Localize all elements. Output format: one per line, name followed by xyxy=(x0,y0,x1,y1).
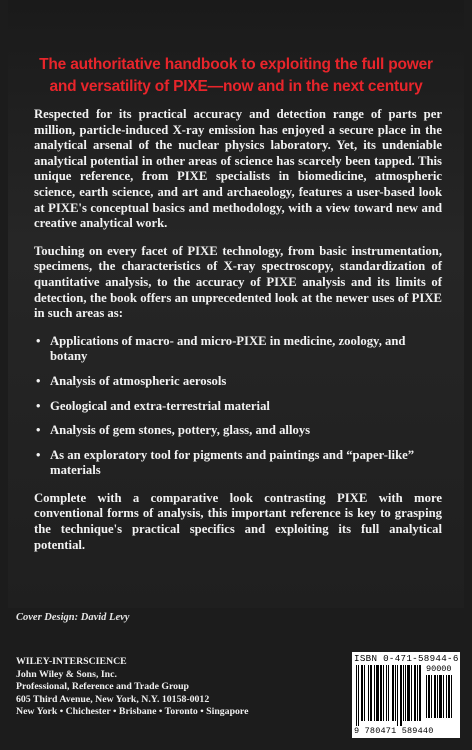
barcode-bar xyxy=(451,675,452,718)
barcode-bar xyxy=(364,665,365,721)
ean-digits: 9 780471 589440 xyxy=(354,726,434,736)
list-item: • Applications of macro- and micro-PIXE in medicine, zoology, and botany xyxy=(36,333,406,364)
publisher-group: Professional, Reference and Trade Group xyxy=(16,681,189,693)
bullet-icon: • xyxy=(36,423,41,438)
publisher-address: 605 Third Avenue, New York, N.Y. 10158-0012 xyxy=(16,693,210,705)
application-list xyxy=(34,334,442,479)
publisher-company: John Wiley & Sons, Inc. xyxy=(16,668,117,680)
price-addon-code: 90000 xyxy=(426,664,452,674)
paragraph-technology: Touching on every facet of PIXE technology, from basic instrumentation, specimens, the characteristics of X-ray spectroscopy, standardization of quantitative analysis, to the accuracy of PIXE analysis and its limits of detection, the book offers an unprecedented look at the newer uses of PIXE in such areas as: xyxy=(34,243,442,321)
headline xyxy=(14,54,458,98)
barcode-bar xyxy=(431,675,432,718)
bullet-icon: • xyxy=(36,373,41,388)
barcode-bar xyxy=(434,675,436,718)
list-item: • Geological and extra-terrestrial material xyxy=(36,398,270,413)
description xyxy=(34,107,442,565)
barcode-bar xyxy=(397,665,398,726)
barcode-bar xyxy=(446,675,447,718)
barcode-bar xyxy=(419,665,421,721)
barcode-bar xyxy=(411,665,412,721)
barcode-bar xyxy=(356,665,357,726)
publisher-imprint: WILEY-INTERSCIENCE xyxy=(16,656,127,667)
isbn-barcode xyxy=(352,652,460,738)
barcode-bar xyxy=(374,665,375,721)
barcode-bar xyxy=(395,665,396,721)
headline-line-1: The authoritative handbook to exploiting the full power xyxy=(39,56,433,73)
addon-barcode-bars xyxy=(426,675,458,724)
barcode-bar xyxy=(383,665,384,721)
barcode-bar xyxy=(403,665,404,721)
barcode-bar xyxy=(407,665,410,721)
list-item: • Analysis of atmospheric aerosols xyxy=(36,373,227,388)
barcode-bar xyxy=(443,675,444,718)
list-item: • As an exploratory tool for pigments and paintings and “paper-like” materials xyxy=(36,447,415,478)
paragraph-intro: Respected for its practical accuracy and detection range of parts per million, particle-induced X-ray emission has enjoyed a secure place in the analytical arsenal of the nuclear physics laboratory. Yet, its undeniable analytical potential in other areas of science has scarcely been tapped. This unique reference, from PIXE specialists in biomedicine, atmospheric science, earth science, and art and archaeology, features a user-based look at PIXE's conceptual basics and methodology, with a view toward new and creative analytical work. xyxy=(34,107,442,231)
barcode-bar xyxy=(426,675,427,718)
barcode-bar xyxy=(380,665,382,721)
bullet-icon: • xyxy=(36,447,41,462)
barcode-bar xyxy=(448,675,450,718)
barcode-bar xyxy=(439,675,442,718)
list-item: • Analysis of gem stones, pottery, glass, and alloys xyxy=(36,423,311,438)
bullet-icon: • xyxy=(36,398,41,413)
isbn-number: ISBN 0-471-58944-6 xyxy=(354,653,459,664)
publisher-block xyxy=(16,656,326,719)
barcode-bar xyxy=(376,665,379,721)
barcode-bars xyxy=(356,665,424,727)
barcode-bar xyxy=(417,665,418,721)
barcode-bar xyxy=(428,675,430,718)
barcode-bar xyxy=(437,675,438,718)
cover-design-credit: Cover Design: David Levy xyxy=(16,612,130,623)
bullet-icon: • xyxy=(36,333,41,348)
barcode-bar xyxy=(405,665,406,721)
paragraph-conclusion: Complete with a comparative look contrasting PIXE with more conventional forms of analysis, this important reference is key to grasping the technique's practical specifics and exploiting its full analytical potential. xyxy=(34,490,442,552)
barcode-bar xyxy=(392,665,394,721)
publisher-cities: New York • Chichester • Brisbane • Toronto • Singapore xyxy=(16,706,249,718)
barcode-bar xyxy=(414,665,416,721)
barcode-bar xyxy=(388,665,389,721)
barcode-bar xyxy=(368,665,369,721)
headline-line-2: and versatility of PIXE—now and in the next century xyxy=(49,78,423,95)
barcode-bar xyxy=(361,665,363,721)
barcode-bar xyxy=(400,665,402,726)
barcode-bar xyxy=(358,665,359,726)
barcode-bar xyxy=(370,665,372,721)
barcode-bar xyxy=(386,665,387,721)
